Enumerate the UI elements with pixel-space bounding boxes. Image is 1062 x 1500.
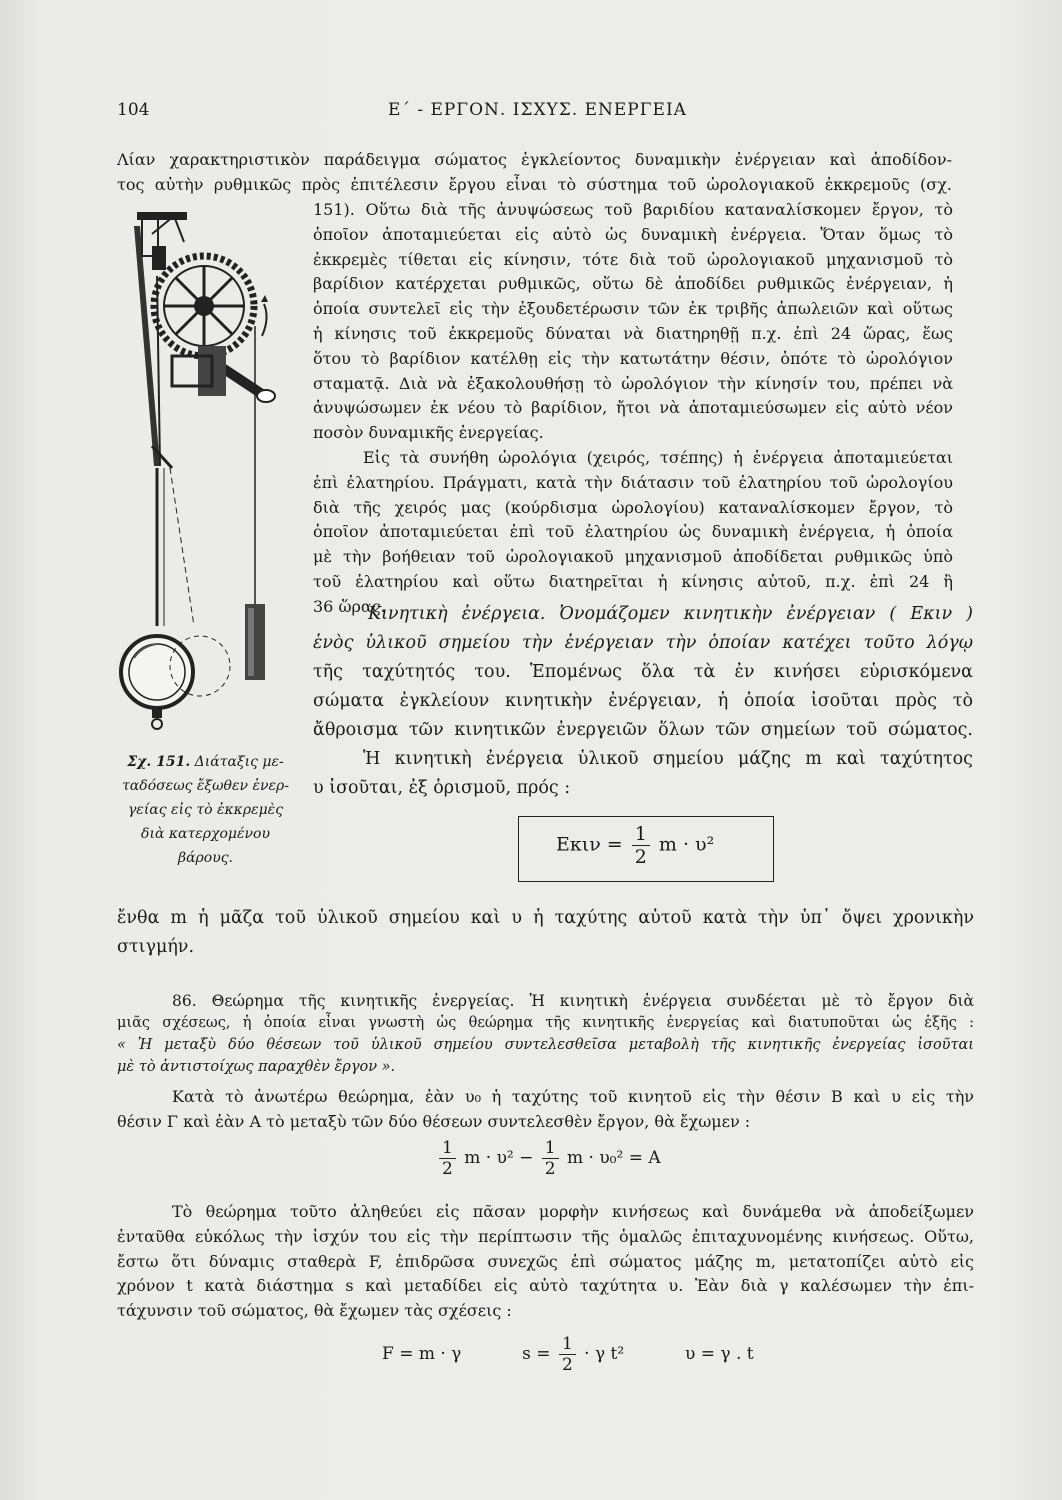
text-line: τοῦ ἐλατηρίου καὶ οὕτω διατηρεῖται ἡ κίνησις αὐτοῦ, π.χ. ἐπὶ 24 ἢ bbox=[313, 571, 953, 591]
formula-denominator: 2 bbox=[634, 846, 647, 868]
formula-term: m · υ₀² = A bbox=[567, 1148, 661, 1168]
text-line: 86. Θεώρημα τῆς κινητικῆς ἐνεργείας. Ἡ κινητικὴ ἐνέργεια συνδέεται μὲ τὸ ἔργον διὰ bbox=[172, 992, 974, 1010]
formula-term: m · υ² − bbox=[464, 1148, 534, 1168]
clock-pendulum-figure bbox=[112, 206, 302, 736]
text-line: Κινητικὴ ἐνέργεια. Ὀνομάζομεν κινητικὴν ἐνέργειαν ( Eκιν ) bbox=[368, 604, 973, 624]
text-line: τῆς ταχύτητός του. Ἑπομένως ὅλα τὰ ἐν κινήσει εὑρισκόμενα bbox=[313, 662, 973, 682]
text-line: Λίαν χαρακτηριστικὸν παράδειγμα σώματος ἐγκλείοντος δυναμικὴν ἐνέργειαν καὶ ἀποδίδον- bbox=[117, 150, 952, 169]
text-line: βαρίδιον κατέρχεται ρυθμικῶς, οὕτω δὲ ἀποδίδει ρυθμικῶς ἐνέργειαν, ἡ bbox=[313, 274, 953, 294]
text-line: Εἰς τὰ συνήθη ὡρολόγια (χειρός, τσέπης) ἡ ἐνέργεια ἀποταμιεύεται bbox=[363, 448, 953, 467]
text-line: ὁποῖον ἀποταμιεύεται εἰς αὐτὸ ὡς δυναμικὴ ἐνέργεια. Ὅταν ὅμως τὸ bbox=[313, 224, 953, 244]
text-line: σταματᾷ. Διὰ νὰ ἐξακολουθήσῃ τὸ ὡρολόγιον τὴν κίνησίν του, πρέπει νὰ bbox=[313, 373, 953, 393]
text-line: διὰ τῆς χειρός μας (κούρδισμα ὡρολογίου) καταναλίσκομεν ἔργον, τὸ bbox=[313, 497, 953, 517]
text-line: ποσὸν δυναμικῆς ἐνεργείας. bbox=[313, 423, 544, 443]
kinetic-energy-formula bbox=[556, 823, 714, 868]
text-line: ἑνὸς ὑλικοῦ σημείου τὴν ἐνέργειαν τὴν ὁποίαν κατέχει τοῦτο λόγῳ bbox=[313, 633, 973, 653]
text-line: ἀνυψώσωμεν ἐκ νέου τὸ βαρίδιον, ἤτοι νὰ ἀποταμιεύσωμεν εἰς αὐτὸ νέον bbox=[313, 398, 953, 418]
text-line: Κατὰ τὸ ἀνωτέρω θεώρημα, ἐὰν υ₀ ἡ ταχύτης τοῦ κινητοῦ εἰς τὴν θέσιν Β καὶ υ εἰς τὴν bbox=[172, 1087, 974, 1106]
formula-explanation bbox=[117, 904, 974, 962]
text-line: ἐνταῦθα εὐκόλως τὴν ἰσχύν του εἰς τὴν περίπτωσιν τῆς ὁμαλῶς ἐπιταχυνομένης κινήσεως. Οὕτω, bbox=[117, 1226, 974, 1246]
caption-line: διὰ κατερχομένου bbox=[141, 826, 270, 842]
distance-formula-rhs: · γ t² bbox=[584, 1344, 625, 1364]
text-line: στιγμήν. bbox=[117, 937, 195, 957]
caption-line: γείας εἰς τὸ ἐκκρεμὲς bbox=[127, 802, 284, 818]
theorem-application bbox=[117, 1084, 974, 1134]
text-line: Τὸ θεώρημα τοῦτο ἀληθεύει εἰς πᾶσαν μορφὴν κινήσεως καὶ δυνάμεθα νὰ ἀποδείξωμεν bbox=[172, 1202, 974, 1221]
formula-rhs: m · υ² bbox=[658, 833, 715, 856]
text-line: ἔνθα m ἡ μᾶζα τοῦ ὑλικοῦ σημείου καὶ υ ἡ ταχύτης αὐτοῦ κατὰ τὴν ὑπ᾽ ὄψει χρονικὴν bbox=[117, 908, 974, 928]
caption-line: Διάταξις με- bbox=[194, 754, 284, 770]
work-energy-formula bbox=[436, 1138, 661, 1179]
formula-denominator: 2 bbox=[442, 1159, 453, 1179]
text-line: σώματα ἐγκλείουν κινητικὴν ἐνέργειαν, ἡ ὁποία ἰσοῦται πρὸς τὸ bbox=[313, 691, 973, 711]
running-title: Ε΄ - ΕΡΓΟΝ. ΙΣΧΥΣ. ΕΝΕΡΓΕΙΑ bbox=[388, 100, 687, 120]
figure-caption bbox=[118, 750, 293, 870]
text-line: Ἡ κινητικὴ ἐνέργεια ὑλικοῦ σημείου μάζης m καὶ ταχύτητος bbox=[363, 749, 973, 769]
text-line: « Ἡ μεταξὺ δύο θέσεων τοῦ ὑλικοῦ σημείου συντελεσθεῖσα μεταβολὴ τῆς κινητικῆς ἐνεργείας ἰσοῦται bbox=[117, 1037, 974, 1053]
text-line: ἐπὶ ἐλατηρίου. Πράγματι, κατὰ τὴν διάτασιν τοῦ ἐλατηρίου τοῦ ὡρολογίου bbox=[313, 472, 953, 492]
text-line: θέσιν Γ καὶ ἐὰν Α τὸ μεταξὺ τῶν δύο θέσεων συντελεσθὲν ἔργον, θὰ ἔχωμεν : bbox=[117, 1112, 751, 1131]
caption-line: βάρους. bbox=[177, 850, 233, 866]
distance-formula-lhs: s = bbox=[522, 1344, 551, 1364]
text-line: 151). Οὕτω διὰ τῆς ἀνυψώσεως τοῦ βαριδίου καταναλίσκομεν ἔργον, τὸ bbox=[313, 200, 953, 219]
text-line: ἡ κίνησις τοῦ ἐκκρεμοῦς δύναται νὰ διατηρηθῇ π.χ. ἐπὶ 24 ὥρας, ἕως bbox=[313, 323, 953, 343]
intro-paragraph bbox=[117, 148, 952, 198]
watch-spring-paragraph bbox=[313, 446, 953, 620]
formula-numerator: 1 bbox=[559, 1334, 576, 1355]
kinetic-energy-definition bbox=[313, 600, 973, 803]
motion-formulas bbox=[382, 1334, 754, 1375]
formula-lhs: Eκιν = bbox=[556, 833, 623, 856]
formula-numerator: 1 bbox=[632, 823, 650, 846]
text-line: μὲ τὴν βοήθειαν τοῦ ὡρολογιακοῦ μηχανισμοῦ ἀποδίδεται ρυθμικῶς ὑπὸ bbox=[313, 547, 953, 567]
caption-label: Σχ. 151. bbox=[127, 754, 191, 770]
page-number: 104 bbox=[117, 100, 150, 120]
text-line: μὲ τὸ ἀντιστοίχως παραχθὲν ἔργον ». bbox=[117, 1059, 396, 1075]
text-line: τος αὐτὴν ρυθμικῶς πρὸς ἐπιτέλεσιν ἔργου εἶναι τὸ σύστημα τοῦ ὡρολογιακοῦ ἐκκρεμοῦς (σχ. bbox=[117, 174, 952, 194]
kinetic-energy-theorem bbox=[117, 990, 974, 1078]
formula-denominator: 2 bbox=[561, 1355, 573, 1375]
force-formula: F = m · γ bbox=[382, 1344, 462, 1364]
caption-line: ταδόσεως ἔξωθεν ἐνερ- bbox=[122, 778, 289, 794]
text-line: μιᾶς σχέσεως, ἡ ὁποία εἶναι γνωστὴ ὡς θεώρημα τῆς κινητικῆς ἐνεργείας καὶ διατυποῦται ὡς ἑξῆς : bbox=[117, 1015, 974, 1031]
uniform-acceleration-paragraph bbox=[117, 1200, 974, 1324]
formula-numerator: 1 bbox=[542, 1138, 559, 1159]
text-line: τάχυνσιν τοῦ σώματος, θὰ ἔχωμεν τὰς σχέσεις : bbox=[117, 1301, 512, 1321]
text-line: ἔστω ὅτι δύναμις σταθερὰ F, ἐπιδρῶσα συνεχῶς ἐπὶ σώματος μάζης m, μετατοπίζει αὐτὸ εἰς bbox=[117, 1251, 974, 1271]
text-line: ὁποῖον ἀποταμιεύεται ἐπὶ τοῦ ἐλατηρίου ὡς δυναμικὴ ἐνέργεια, ἡ ὁποία bbox=[313, 522, 953, 542]
text-line: ὅτου τὸ βαρίδιον κατέλθῃ εἰς τὴν κατωτάτην θέσιν, ὁπότε τὸ ὡρολόγιον bbox=[313, 348, 953, 368]
text-line: χρόνον t κατὰ διάστημα s καὶ μεταδίδει εἰς αὐτὸ ταχύτητα υ. Ἐὰν διὰ γ καλέσωμεν τὴν ἐπι- bbox=[117, 1276, 974, 1296]
text-line: ἐκκρεμὲς τίθεται εἰς κίνησιν, τότε διὰ τοῦ ὡρολογιακοῦ μηχανισμοῦ τὸ bbox=[313, 249, 953, 269]
formula-denominator: 2 bbox=[544, 1159, 556, 1179]
text-line: 36 ὥρας. bbox=[313, 596, 386, 616]
text-line: υ ἰσοῦται, ἐξ ὁρισμοῦ, πρός : bbox=[313, 778, 571, 798]
formula-numerator: 1 bbox=[439, 1138, 456, 1159]
clock-pendulum-paragraph bbox=[313, 198, 953, 446]
velocity-formula: υ = γ . t bbox=[685, 1344, 754, 1364]
text-line: ἄθροισμα τῶν κινητικῶν ἐνεργειῶν ὅλων τῶν σημείων τοῦ σώματος. bbox=[313, 720, 973, 740]
text-line: ὁποία συντελεῖ εἰς τὴν ἐξουδετέρωσιν τῶν ἐκ τριβῆς ἀπωλειῶν καὶ οὕτως bbox=[313, 299, 953, 319]
